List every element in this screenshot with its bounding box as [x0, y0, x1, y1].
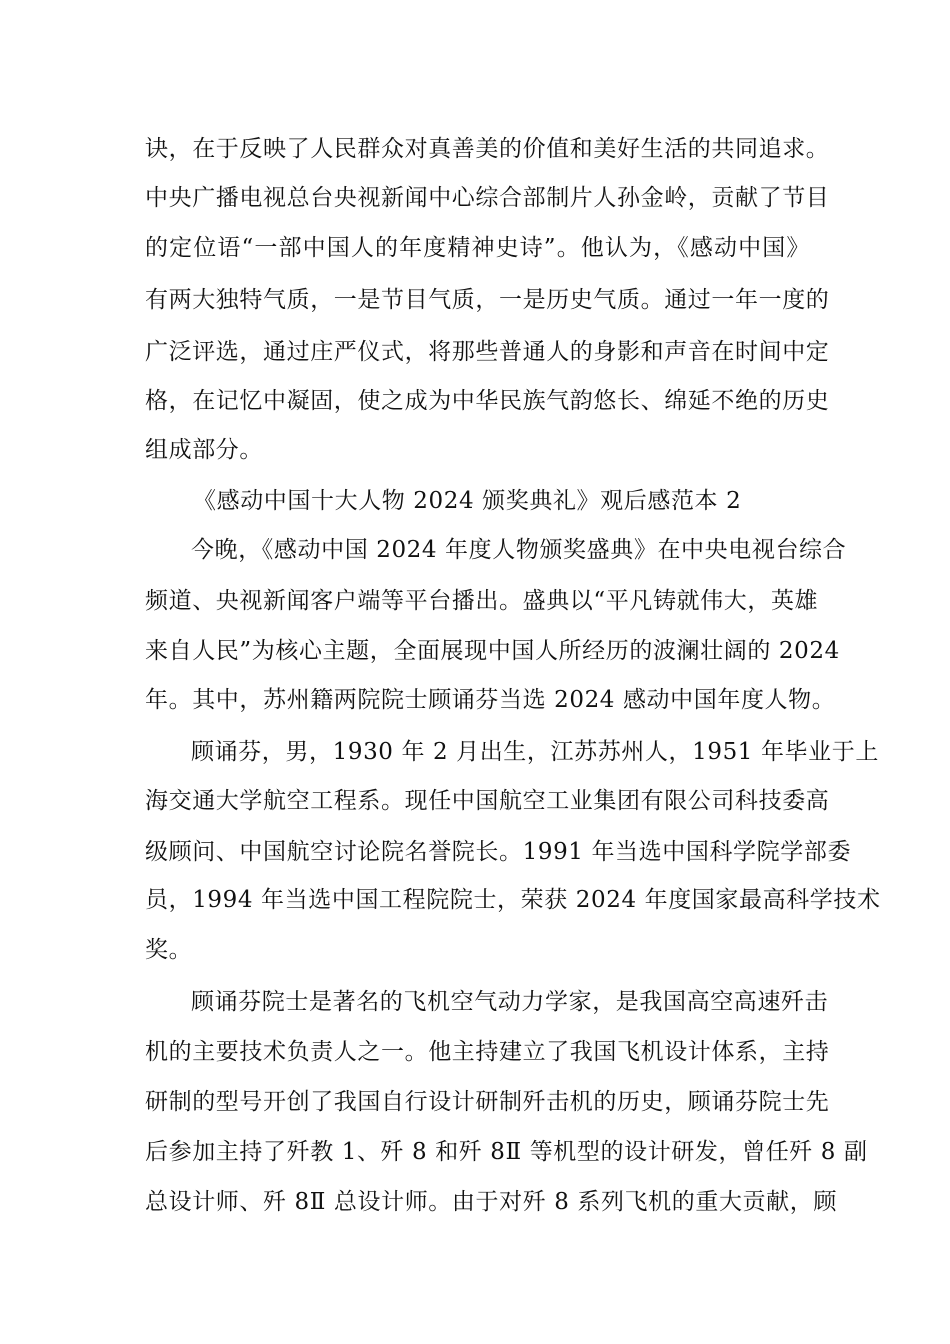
text-line: 研制的型号开创了我国自行设计研制歼击机的历史，顾诵芬院士先: [145, 1089, 830, 1115]
text-line: 后参加主持了歼教 1、歼 8 和歼 8Ⅱ 等机型的设计研发，曾任歼 8 副: [145, 1139, 868, 1165]
text-line: 海交通大学航空工程系。现任中国航空工业集团有限公司科技委高: [145, 788, 830, 814]
text-line: 广泛评选，通过庄严仪式，将那些普通人的身影和声音在时间中定: [145, 339, 830, 365]
text-line: 年。其中，苏州籍两院院士顾诵芬当选 2024 感动中国年度人物。: [145, 687, 836, 713]
text-line: 组成部分。: [145, 437, 263, 463]
text-line: 总设计师、歼 8Ⅱ 总设计师。由于对歼 8 系列飞机的重大贡献，顾: [145, 1189, 837, 1215]
text-line: 来自人民”为核心主题，全面展现中国人所经历的波澜壮阔的 2024: [145, 638, 840, 664]
text-line: 顾诵芬，男，1930 年 2 月出生，江苏苏州人，1951 年毕业于上: [191, 739, 879, 765]
text-line: 有两大独特气质，一是节目气质，一是历史气质。通过一年一度的: [145, 287, 830, 313]
text-line: 顾诵芬院士是著名的飞机空气动力学家，是我国高空高速歼击: [191, 989, 829, 1015]
text-line: 频道、央视新闻客户端等平台播出。盛典以“平凡铸就伟大，英雄: [145, 588, 819, 614]
text-line: 的定位语“一部中国人的年度精神史诗”。他认为，《感动中国》: [145, 235, 810, 261]
text-line: 奖。: [145, 937, 193, 963]
text-line: 机的主要技术负责人之一。他主持建立了我国飞机设计体系，主持: [145, 1039, 830, 1065]
text-line: 级顾问、中国航空讨论院名誉院长。1991 年当选中国科学院学部委: [145, 839, 852, 865]
text-line: 诀，在于反映了人民群众对真善美的价值和美好生活的共同追求。: [145, 136, 830, 162]
text-line: 今晚，《感动中国 2024 年度人物颁奖盛典》在中央电视台综合: [191, 537, 847, 563]
text-line: 员，1994 年当选中国工程院院士，荣获 2024 年度国家最高科学技术: [145, 887, 881, 913]
text-line: 格，在记忆中凝固，使之成为中华民族气韵悠长、绵延不绝的历史: [145, 388, 830, 414]
text-line: 中央广播电视总台央视新闻中心综合部制片人孙金岭，贡献了节目: [145, 185, 830, 211]
section-heading: 《感动中国十大人物 2024 颁奖典礼》观后感范本 2: [193, 488, 742, 514]
